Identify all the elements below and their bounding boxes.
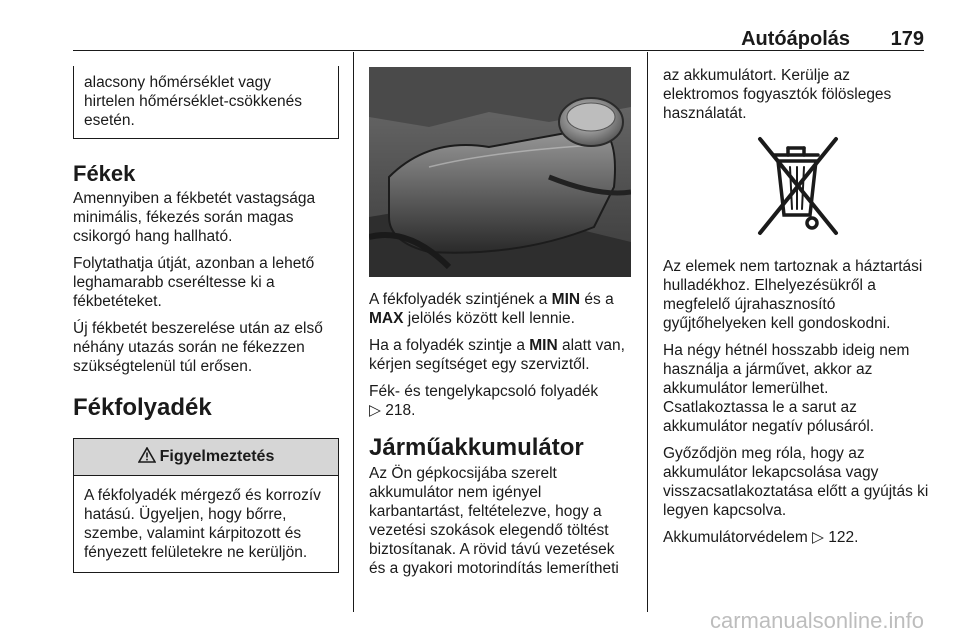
watermark: carmanualsonline.info xyxy=(709,608,924,633)
header-rule xyxy=(73,50,924,51)
text-run: alatt van, kérjen segítséget egy szerviztől. xyxy=(369,337,625,373)
section-title: Autóápolás xyxy=(741,28,850,50)
top-box-text: alacsony hőmérséklet vagy hirtelen hőmérséklet-csökkenés esetén. xyxy=(84,74,302,129)
text-run: Ha a folyadék szintje a xyxy=(369,337,530,354)
warning-header xyxy=(74,439,338,476)
brakes-paragraph-2: Folytathatja útját, azonban a lehető leghamarabb cseréltesse ki a fékbetéteket. xyxy=(73,255,315,310)
column-divider-left xyxy=(353,52,354,612)
warning-text: A fékfolyadék mérgező és korrozív hatású. Ügyeljen, hogy bőrre, szembe, valamint kárpitozott és fényezett felületekre ne kerüljön. xyxy=(84,487,321,561)
warning-triangle-icon xyxy=(138,447,156,468)
brakes-paragraph-3: Új fékbetét beszerelése után az első néhány utazás során ne fékezzen szükségtelenül túl erősen. xyxy=(73,320,323,375)
page-header xyxy=(0,0,960,52)
battery-disposal-paragraph: Az elemek nem tartoznak a háztartási hulladékhoz. Elhelyezésükről a megfelelő újrahasznosító gyűjtőhelyeken kell gondoskodni. xyxy=(663,258,923,332)
top-warning-box xyxy=(73,66,339,139)
column-3 xyxy=(663,66,929,555)
column-2 xyxy=(369,290,635,586)
text-run: jelölés között kell lennie. xyxy=(403,310,575,327)
low-level-paragraph xyxy=(369,336,635,374)
battery-storage-paragraph: Ha négy hétnél hosszabb ideig nem használja a járművet, akkor az akkumulátor lemerülhet. Csatlakoztassa le a sarut az akkumulátor negatív pólusáról. xyxy=(663,342,910,435)
page-number: 179 xyxy=(890,28,924,50)
min-mark: MIN xyxy=(529,337,558,354)
page-ref-icon: ▷ xyxy=(369,402,381,419)
battery-protection-paragraph xyxy=(663,528,929,547)
battery-paragraph-2: az akkumulátort. Kerülje az elektromos fogyasztók fölösleges használatát. xyxy=(663,67,892,122)
fluid-reference-paragraph xyxy=(369,382,635,420)
min-mark: MIN xyxy=(551,291,581,308)
warning-title: Figyelmeztetés xyxy=(159,448,275,465)
page-reference-link[interactable]: 122. xyxy=(828,529,859,546)
battery-heading: Járműakkumulátor xyxy=(369,434,584,461)
level-paragraph xyxy=(369,290,635,328)
brake-fluid-heading: Fékfolyadék xyxy=(73,394,212,421)
page-ref-icon: ▷ xyxy=(812,529,824,546)
brakes-paragraph-1: Amennyiben a fékbetét vastagsága minimális, fékezés során magas csikorgó hang hallható. xyxy=(73,190,316,245)
brake-fluid-warning-box xyxy=(73,438,339,573)
text-run: Akkumulátorvédelem xyxy=(663,529,808,546)
text-run: Fék- és tengelykapcsoló folyadék xyxy=(369,383,599,400)
max-mark: MAX xyxy=(369,310,404,327)
brakes-heading: Fékek xyxy=(73,161,136,186)
column-divider-right xyxy=(647,52,648,612)
crossed-out-bin-icon xyxy=(663,131,929,243)
brake-fluid-reservoir-photo xyxy=(369,67,631,277)
battery-ignition-paragraph: Győződjön meg róla, hogy az akkumulátor lekapcsolása vagy visszacsatlakoztatása előtt a gyújtás ki legyen kapcsolva. xyxy=(663,445,929,519)
text-run: A fékfolyadék szintjének a xyxy=(369,291,552,308)
text-run: és a xyxy=(580,291,614,308)
battery-paragraph-1: Az Ön gépkocsijába szerelt akkumulátor nem igényel karbantartást, feltételezve, hogy a vezetési szokások elegendő töltést biztosítanak. A rövid távú vezetések és a gyakori motorindítás lemerítheti xyxy=(369,465,619,577)
column-1 xyxy=(73,52,339,573)
page-reference-link[interactable]: 218. xyxy=(385,402,416,419)
